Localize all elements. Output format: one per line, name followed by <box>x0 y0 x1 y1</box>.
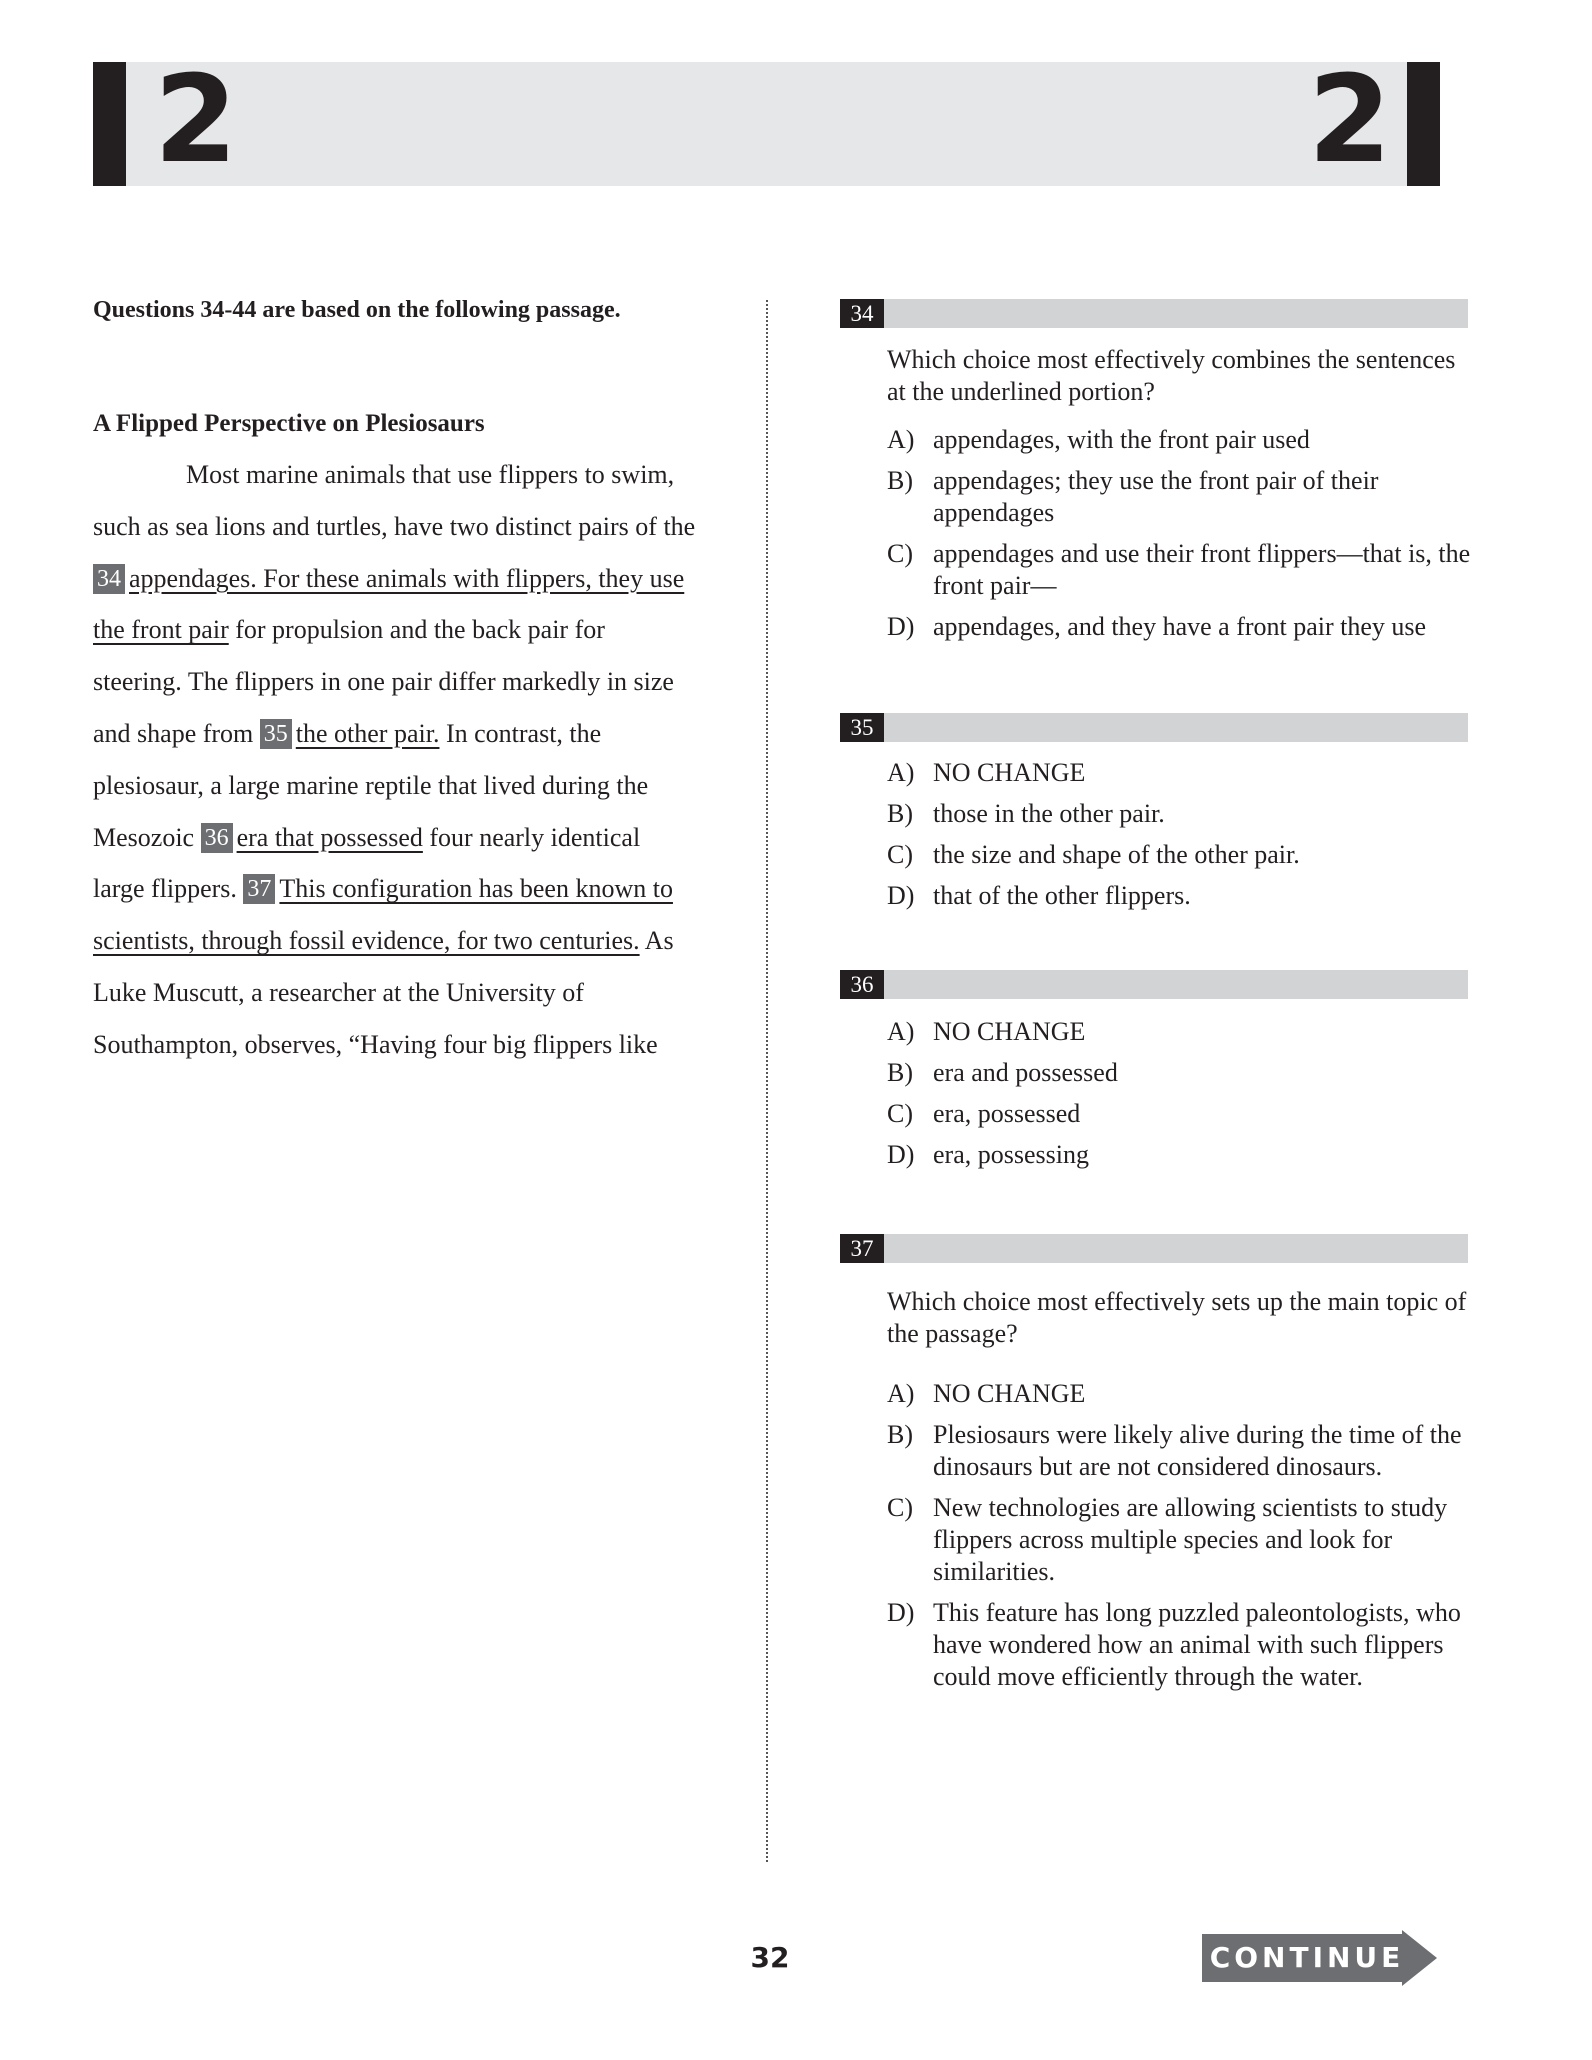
passage-line <box>93 760 743 812</box>
passage-text: In contrast, the <box>439 718 602 748</box>
question-37-options <box>887 1378 1477 1702</box>
option-text: era, possessed <box>933 1099 1081 1128</box>
option-text: This feature has long puzzled paleontologists, who have wondered how an animal with such flippers could move efficiently through the water. <box>933 1598 1461 1691</box>
question-ref-34[interactable]: 34 <box>93 564 125 594</box>
passage-text: Southampton, observes, “Having four big flippers like <box>93 1029 658 1059</box>
passage-line <box>93 501 743 553</box>
answer-option-36a[interactable] <box>887 1016 1477 1048</box>
option-letter: A) <box>887 758 915 787</box>
option-letter: B) <box>887 466 913 495</box>
passage-body <box>93 449 743 1071</box>
answer-option-35d[interactable] <box>887 880 1477 912</box>
passage-text: such as sea lions and turtles, have two distinct pairs of the <box>93 511 696 541</box>
passage-line <box>93 915 743 967</box>
passage-text: four nearly identical <box>422 822 641 852</box>
passage-text: and shape from <box>93 718 260 748</box>
passage-text: As <box>639 926 674 956</box>
option-letter: B) <box>887 1058 913 1087</box>
passage-line <box>93 656 743 708</box>
passage-intro: Questions 34-44 are based on the following passage. <box>93 297 621 323</box>
passage-line <box>93 967 743 1019</box>
option-text: New technologies are allowing scientists to study flippers across multiple species and look for similarities. <box>933 1493 1448 1586</box>
option-letter: A) <box>887 1017 915 1046</box>
option-letter: B) <box>887 1420 913 1449</box>
underlined-portion-37: This configuration has been known to <box>279 874 673 904</box>
option-text: appendages, and they have a front pair they use <box>933 612 1427 641</box>
option-letter: D) <box>887 1598 915 1627</box>
question-number-36: 36 <box>840 970 884 999</box>
question-35-bar <box>840 713 1468 742</box>
underlined-portion-34: appendages. For these animals with flippers, they use <box>129 563 685 593</box>
option-letter: D) <box>887 881 915 910</box>
question-37-stem: Which choice most effectively sets up the main topic of the passage? <box>887 1287 1467 1348</box>
question-number-37: 37 <box>840 1234 884 1263</box>
option-letter: C) <box>887 1493 913 1522</box>
answer-option-36c[interactable] <box>887 1098 1477 1130</box>
option-text: those in the other pair. <box>933 799 1165 828</box>
answer-option-35a[interactable] <box>887 757 1477 789</box>
question-34-stem: Which choice most effectively combines the sentences at the underlined portion? <box>887 345 1456 406</box>
page-number: 32 <box>750 1941 790 1974</box>
option-text: appendages, with the front pair used <box>933 425 1310 454</box>
question-37-bar <box>840 1234 1468 1263</box>
section-number-right: 2 <box>1308 51 1392 190</box>
passage-text: for propulsion and the back pair for <box>228 615 605 645</box>
answer-option-35c[interactable] <box>887 839 1477 871</box>
header-right-bar <box>1407 62 1440 186</box>
passage-text: large flippers. <box>93 874 244 904</box>
option-text: appendages; they use the front pair of their appendages <box>933 466 1379 527</box>
passage-line <box>93 1019 743 1071</box>
answer-option-37d[interactable] <box>887 1597 1477 1693</box>
option-text: Plesiosaurs were likely alive during the time of the dinosaurs but are not considered dinosaurs. <box>933 1420 1462 1481</box>
question-34-bar <box>840 299 1468 328</box>
option-text: that of the other flippers. <box>933 881 1191 910</box>
answer-option-36b[interactable] <box>887 1057 1477 1089</box>
question-ref-37[interactable]: 37 <box>243 874 275 904</box>
underlined-portion-36: era that possessed <box>236 822 423 852</box>
question-36-bar <box>840 970 1468 999</box>
passage-line <box>93 708 743 760</box>
passage-text: Luke Muscutt, a researcher at the University of <box>93 977 584 1007</box>
passage-text: steering. The flippers in one pair differ markedly in size <box>93 667 674 697</box>
option-letter: B) <box>887 799 913 828</box>
question-35-options <box>887 757 1477 921</box>
section-header-band <box>93 62 1440 186</box>
option-text: era and possessed <box>933 1058 1118 1087</box>
passage-text: Most marine animals that use flippers to swim, <box>186 460 675 489</box>
passage-line <box>93 553 743 605</box>
answer-option-34c[interactable] <box>887 538 1477 602</box>
answer-option-37b[interactable] <box>887 1419 1477 1483</box>
passage-line <box>93 604 743 656</box>
section-number-left: 2 <box>154 51 238 190</box>
option-text: appendages and use their front flippers—that is, the front pair— <box>933 539 1471 600</box>
option-text: NO CHANGE <box>933 1017 1086 1046</box>
question-36-options <box>887 1016 1477 1180</box>
option-letter: D) <box>887 1140 915 1169</box>
question-number-35: 35 <box>840 713 884 742</box>
continue-button[interactable] <box>1202 1930 1437 1986</box>
header-left-bar <box>93 62 126 186</box>
question-ref-35[interactable]: 35 <box>260 719 292 749</box>
option-text: the size and shape of the other pair. <box>933 840 1300 869</box>
passage-text: Mesozoic <box>93 822 201 852</box>
option-text: era, possessing <box>933 1140 1089 1169</box>
passage-line <box>93 863 743 915</box>
answer-option-34a[interactable] <box>887 424 1477 456</box>
question-ref-36[interactable]: 36 <box>201 823 233 853</box>
option-letter: A) <box>887 1379 915 1408</box>
option-text: NO CHANGE <box>933 1379 1086 1408</box>
option-letter: C) <box>887 840 913 869</box>
continue-label: CONTINUE <box>1209 1941 1405 1974</box>
underlined-portion-37-cont: scientists, through fossil evidence, for two centuries. <box>93 926 640 956</box>
underlined-portion-34-cont: the front pair <box>93 615 229 645</box>
option-letter: C) <box>887 539 913 568</box>
underlined-portion-35: the other pair. <box>295 718 440 748</box>
option-letter: C) <box>887 1099 913 1128</box>
question-number-34: 34 <box>840 299 884 328</box>
answer-option-37a[interactable] <box>887 1378 1477 1410</box>
column-divider <box>766 300 768 1862</box>
answer-option-34d[interactable] <box>887 611 1477 643</box>
passage-title: A Flipped Perspective on Plesiosaurs <box>93 410 485 437</box>
answer-option-35b[interactable] <box>887 798 1477 830</box>
option-text: NO CHANGE <box>933 758 1086 787</box>
passage-line <box>93 449 743 501</box>
answer-option-34b[interactable] <box>887 465 1477 529</box>
question-34-options <box>887 424 1477 652</box>
option-letter: D) <box>887 612 915 641</box>
passage-line <box>93 812 743 864</box>
option-letter: A) <box>887 425 915 454</box>
answer-option-36d[interactable] <box>887 1139 1477 1171</box>
passage-text: plesiosaur, a large marine reptile that lived during the <box>93 770 649 800</box>
answer-option-37c[interactable] <box>887 1492 1477 1588</box>
